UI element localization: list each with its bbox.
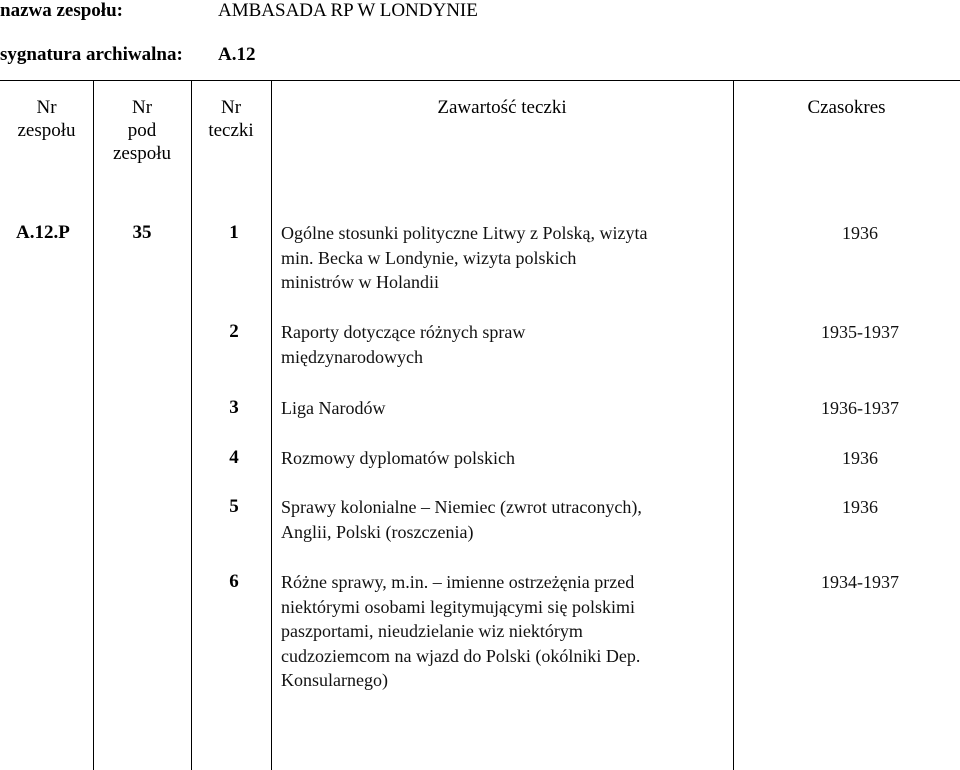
nr-zespolu-value: A.12.P (16, 222, 70, 243)
signature-line (0, 44, 256, 66)
column-header-line: Nr (36, 97, 57, 118)
column-header-line: zespołu (112, 143, 172, 164)
folder-content (281, 320, 731, 369)
content-line: Anglii, Polski (roszczenia) (281, 521, 474, 542)
folder-number: 1 (229, 222, 239, 243)
content-line: paszportami, nieudzielanie wiz niektórym (281, 621, 583, 641)
content-line: Ogólne stosunki polityczne Litwy z Polską, wizyta (281, 223, 648, 243)
folder-date-range: 1936 (842, 448, 878, 468)
folder-content (281, 495, 731, 544)
content-line: Sprawy kolonialne – Niemiec (zwrot utraconych), (281, 497, 642, 517)
nr-pod-zespolu-value: 35 (132, 222, 152, 243)
folder-date-range: 1936 (842, 497, 878, 517)
column-header-nr-teczki (191, 96, 271, 142)
folder-number: 3 (229, 397, 239, 418)
folder-number: 6 (229, 571, 239, 592)
signature-label: sygnatura archiwalna: (0, 44, 183, 65)
content-line: Raporty dotyczące różnych spraw (281, 322, 526, 342)
content-line: ministrów w Holandii (281, 272, 439, 292)
content-line: niektórymi osobami legitymującymi się polskimi (281, 596, 635, 617)
folder-content (281, 221, 731, 295)
column-header-line: zespołu (17, 120, 76, 141)
column-header-czasokres (733, 96, 960, 119)
column-header-zawartosc (271, 96, 733, 119)
content-line: Różne sprawy, m.in. – imienne ostrzeżęnia przed (281, 572, 635, 592)
folder-content (281, 570, 731, 693)
folder-content (281, 396, 731, 421)
column-header-line: Czasokres (807, 97, 886, 118)
team-name-label: nazwa zespołu: (0, 0, 123, 21)
folder-date-range: 1934-1937 (821, 572, 899, 592)
table-top-border (0, 80, 960, 81)
column-divider-1 (93, 80, 94, 770)
folder-date-range: 1935-1937 (821, 322, 899, 342)
column-divider-3 (271, 80, 272, 770)
content-line: cudzoziemcom na wjazd do Polski (okólniki Dep. (281, 645, 641, 666)
column-header-line: pod (127, 120, 157, 141)
content-line: międzynarodowych (281, 346, 423, 367)
column-header-line: Nr (220, 97, 242, 118)
folder-number: 4 (229, 447, 239, 468)
content-line: Rozmowy dyplomatów polskich (281, 448, 515, 468)
folder-date-range: 1936 (842, 223, 878, 243)
content-line: Liga Narodów (281, 398, 386, 418)
folder-date-range: 1936-1937 (821, 398, 899, 418)
signature-value: A.12 (218, 44, 256, 65)
column-header-line: teczki (208, 120, 254, 141)
column-header-line: Zawartość teczki (437, 97, 567, 118)
folder-number: 2 (229, 321, 239, 342)
column-header-line: Nr (131, 97, 153, 118)
column-header-nr-zespolu (0, 96, 93, 142)
column-header-nr-pod-zespolu (93, 96, 191, 165)
content-line: Konsularnego) (281, 670, 388, 690)
team-name-value: AMBASADA RP W LONDYNIE (218, 0, 478, 21)
folder-number: 5 (229, 496, 239, 517)
column-divider-4 (733, 80, 734, 770)
folder-content (281, 446, 731, 471)
team-name-line (0, 0, 478, 22)
content-line: min. Becka w Londynie, wizyta polskich (281, 247, 577, 268)
column-divider-2 (191, 80, 192, 770)
